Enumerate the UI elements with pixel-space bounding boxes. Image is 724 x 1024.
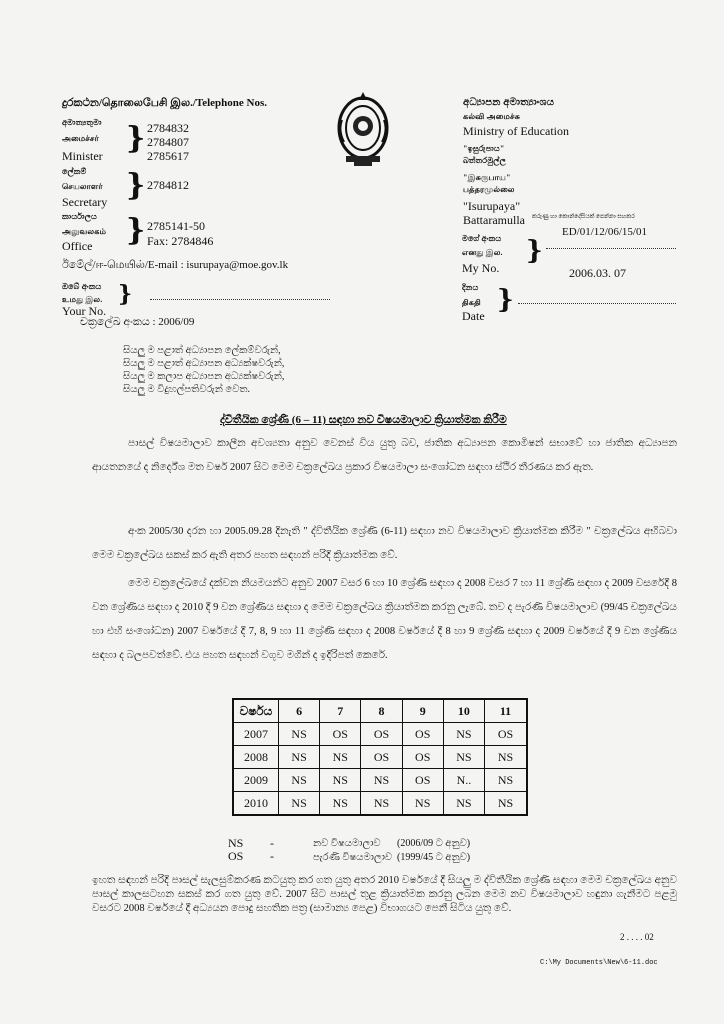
date-label-si: දිනය [462, 283, 479, 292]
table-cell: OS [402, 769, 443, 792]
secretary-label-si: ලේකම් [62, 167, 87, 176]
header-cell: 8 [361, 699, 402, 723]
paragraph-3: මෙම චක්‍රලේඛයේ දක්වන නියමයන්ට අනුව 2007 වසර 6 හා 10 ශ්‍රේණි සඳහා ද 2008 වසර 7 හා 11 ශ්‍රේණි සඳහා ද 2009 වසරේදී 8 වන ශ්‍රේණිය සඳහා ද 2010 දී 9 වන ශ්‍රේණිය සඳහා ද මෙම චක්‍රලේඛය ක්‍රියාත්මක කරනු ලැබේ. තව ද පැරණි විෂයමාලාව (99/45 චක්‍රලේඛය හා එහි සංශෝධන) 2007 වර්ෂයේ දී 7, 8, 9 හා 11 ශ්‍රේණි සඳහා ද 2008 වර්ෂයේ දී 8 හා 9 ශ්‍රේණි සඳහා ද 2009 වර්ෂයේ දී 9 වන ශ්‍රේණිය සඳහා ද බලපවත්වේ. එය පහත සඳහන් වගුව මගින් ද ඉදිරිපත් කෙරේ. [92, 578, 677, 661]
addressee-line: සියලු ම පළාත් අධ්‍යාපන අධ්‍යක්ෂවරුන්, [123, 358, 285, 369]
legend-code-ns: NS [228, 836, 244, 850]
legend-code-os: OS [228, 849, 244, 863]
header-cell: 6 [279, 699, 320, 723]
table-cell: NS [320, 792, 361, 816]
schedule-table [232, 698, 528, 816]
addressee-line: සියලු ම පළාත් අධ්‍යාපන ලේකම්වරුන්, [123, 345, 281, 356]
legend-ref-ns: (2006/09 ට අනුව) [397, 838, 471, 849]
table-cell: OS [361, 723, 402, 746]
minister-brace: } [126, 121, 146, 156]
your-no-label-ta: உமது இல. [62, 295, 103, 304]
legend-dash: - [270, 849, 274, 863]
place-en: "Isurupaya" [463, 199, 521, 213]
table-cell: OS [485, 723, 527, 746]
header-cell: 7 [320, 699, 361, 723]
my-no-label-ta: எனது இல. [462, 248, 503, 257]
table-row [233, 792, 527, 816]
table-row [233, 746, 527, 769]
letter-date: 2006.03. 07 [569, 266, 626, 280]
table-cell: NS [485, 746, 527, 769]
table-cell: NS [320, 769, 361, 792]
secretary-label-ta: செயலாளர் [62, 182, 103, 191]
circular-number: චක්‍රලේඛ අංකය : 2006/09 [80, 316, 195, 328]
legend-ref-os: (1999/45 ට අනුව) [397, 852, 471, 863]
table-cell: NS [279, 723, 320, 746]
ministry-name-en: Ministry of Education [463, 124, 569, 138]
table-cell: NS [279, 769, 320, 792]
your-no-label: Your No. [62, 304, 107, 318]
legend-desc-os: පැරණි විෂයමාලාව [313, 852, 393, 863]
paragraph-2: අංක 2005/30 දරන හා 2005.09.28 දිනැති " ද්විතීයික ශ්‍රේණි (6-11) සඳහා නව විෂයමාලාව ක්‍රියාත්මක කිරීම " චක්‍රලේඛය අභිබවා මෙම චක්‍රලේඛය සකස් කර ඇති අතර පහත සඳහන් පරිදි ක්‍රියාත්මක වේ. [92, 526, 677, 561]
header-cell: 9 [402, 699, 443, 723]
your-no-label-si: ඔබේ අංකය [62, 282, 102, 291]
sri-lanka-emblem [336, 90, 390, 170]
addressee-line: සියලු ම කලාප අධ්‍යාපන අධ්‍යක්ෂවරුන්, [123, 371, 285, 382]
subject-heading: ද්විතීයික ශ්‍රේණි (6 – 11) සඳහා නව විෂයමාලාව ක්‍රියාත්මක කිරීම [220, 414, 507, 426]
minister-phone-2: 2784807 [147, 135, 189, 149]
table-cell: 2010 [233, 792, 279, 816]
minister-phone-1: 2784832 [147, 121, 189, 135]
table-cell: OS [320, 723, 361, 746]
table-cell: 2008 [233, 746, 279, 769]
table-cell: 2009 [233, 769, 279, 792]
table-cell: NS [443, 792, 484, 816]
office-label-ta: அலுவலகம் [62, 227, 107, 236]
table-cell: NS [279, 746, 320, 769]
table-row [233, 723, 527, 746]
table-cell: OS [402, 723, 443, 746]
closing-paragraph: ඉහත සඳහන් පරිදි පාසල් සැලසුම්කරණ කටයුතු කර ගත යුතු අතර 2010 වර්ෂයේ දී සියලු ම ද්විතීයික ශ්‍රේණි සඳහා මෙම චක්‍රලේඛය අනුව පාසල් කාලසටහන සකස් කර ගත යුතු වේ. 2007 සිට පාසල් තුළ ක්‍රියාත්මක කරනු ලබන මෙම නව විෂයමාලාව හඳුනා ගැනීමට පළමු වසරට 2008 වර්ෂයේ දී අධ්‍යයන පොදු සහතික පත්‍ර (සාමාන්‍ය පෙළ) විභාගයට පෙනී සිටිය යුතු වේ. [92, 875, 677, 914]
header-cell: 10 [443, 699, 484, 723]
table-row [233, 769, 527, 792]
ministry-name-ta: கல்வி அமைச்சு [463, 112, 521, 121]
minister-label-si: අමාත්‍යතුමා [62, 118, 102, 127]
my-no-label-si: මගේ අංකය [462, 234, 502, 243]
table-cell: NS [402, 792, 443, 816]
my-no-value: ED/01/12/06/15/01 [562, 226, 647, 238]
office-label-si: කාර්යාලය [62, 212, 97, 221]
your-no-field [150, 298, 330, 300]
office-brace: } [126, 213, 146, 248]
table-cell: N.. [443, 769, 484, 792]
file-path: C:\My Documents\New\6-11.doc [540, 959, 658, 967]
minister-phone-3: 2785617 [147, 149, 189, 163]
ministry-name-si: අධ්‍යාපන අමාත්‍යාංශය [463, 97, 555, 108]
office-phone: 2785141-50 [147, 219, 205, 233]
table-cell: NS [320, 746, 361, 769]
table-cell: NS [485, 769, 527, 792]
date-label: Date [462, 309, 485, 323]
table-cell: NS [361, 792, 402, 816]
table-cell: NS [485, 792, 527, 816]
legend-desc-ns: නව විෂයමාලාව [313, 838, 381, 849]
district-ta: பத்தரமுல்லை [463, 185, 515, 194]
legend-dash: - [270, 836, 274, 850]
table-cell: OS [361, 746, 402, 769]
secretary-phone: 2784812 [147, 178, 189, 192]
office-label: Office [62, 239, 93, 253]
place-ta: "இசுருபாய" [463, 173, 511, 182]
header-cell: 11 [485, 699, 527, 723]
place-si: "ඉසුරුපාය" [463, 144, 505, 153]
header-cell: වර්ෂය [233, 699, 279, 723]
addressee-line: සියලු ම විදුහල්පතිවරුන් වෙත. [123, 384, 251, 395]
minister-label-ta: அமைச்சர் [62, 134, 99, 143]
telephone-heading: දුරකථන/தொலைபேசி இல./Telephone Nos. [62, 97, 268, 109]
secretary-brace: } [126, 168, 146, 203]
table-cell: NS [279, 792, 320, 816]
my-no-field [546, 247, 676, 249]
table-cell: OS [402, 746, 443, 769]
paragraph-1: පාසල් විෂයමාලාව කාලීන අවශ්‍යතා අනුව වෙනස් විය යුතු බව, ජාතික අධ්‍යාපන කොමිෂන් සභාවේ හා ජාතික අධ්‍යාපන ආයතනයේ ද නිර්දේශ මත වර්ෂ 2007 සිට මෙම චක්‍රලේඛය ප්‍රකාර විෂයමාලා සංශෝධන සඳහා ස්ථිර තීරණය කර ඇත. [92, 438, 677, 473]
date-label-ta: திகதி [462, 298, 481, 307]
email-line: ඊමේල්/ஈ-மெயில்/E-mail : isurupaya@moe.gov.lk [62, 259, 289, 271]
date-brace: } [497, 285, 514, 315]
your-no-brace: } [118, 281, 133, 307]
table-header-row [233, 699, 527, 723]
table-cell: 2007 [233, 723, 279, 746]
table-cell: NS [361, 769, 402, 792]
office-fax: Fax: 2784846 [147, 234, 214, 248]
addressee-list [123, 344, 284, 396]
my-no-brace: } [526, 236, 543, 266]
table-cell: NS [443, 723, 484, 746]
stamp-note: කරුණු හා කොන්දේසියක් පෙන්නා සහකර [532, 214, 635, 220]
district-si: බත්තරමුල්ල [463, 156, 506, 165]
district-en: Battaramulla [463, 213, 525, 227]
date-field [518, 302, 676, 304]
secretary-label: Secretary [62, 195, 108, 209]
minister-label: Minister [62, 149, 103, 163]
table-cell: NS [443, 746, 484, 769]
page-number: 2 . . . . 02 [620, 932, 654, 942]
my-no-label: My No. [462, 261, 500, 275]
